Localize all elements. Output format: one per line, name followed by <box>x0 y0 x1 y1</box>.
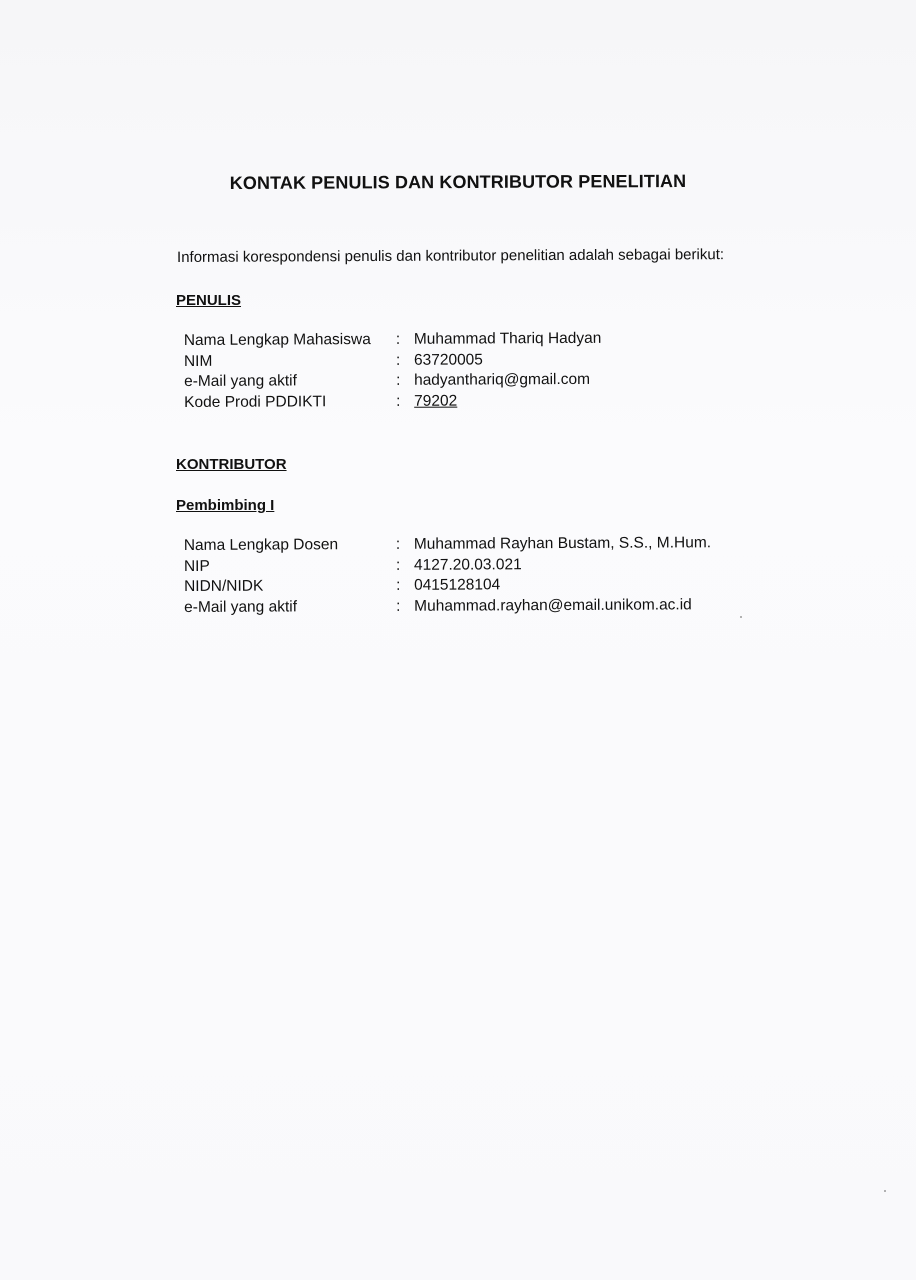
row-value: 4127.20.03.021 <box>413 555 522 574</box>
row-colon: : <box>395 351 401 369</box>
row-colon: : <box>396 576 401 594</box>
section-heading-penulis: PENULIS <box>176 292 242 309</box>
row-colon: : <box>396 392 401 410</box>
info-row-email-penulis <box>184 370 602 393</box>
row-value: Muhammad.rayhan@email.unikom.ac.id <box>414 595 692 615</box>
pembimbing-info-table <box>184 533 712 618</box>
info-row-nama-mahasiswa <box>184 329 602 352</box>
row-value: hadyanthariq@gmail.com <box>414 370 591 389</box>
paper-speck <box>884 1190 886 1192</box>
info-row-nidn <box>184 574 711 597</box>
intro-text: Informasi korespondensi penulis dan kontributor penelitian adalah sebagai berikut: <box>176 246 725 266</box>
row-value: 79202 <box>414 392 458 410</box>
subheading-pembimbing: Pembimbing I <box>176 497 275 514</box>
row-colon: : <box>396 597 401 615</box>
row-label: Nama Lengkap Mahasiswa <box>183 331 371 350</box>
info-row-email-dosen <box>184 595 711 618</box>
row-label: e-Mail yang aktif <box>184 597 298 616</box>
row-value: Muhammad Rayhan Bustam, S.S., M.Hum. <box>413 534 712 553</box>
row-label: Nama Lengkap Dosen <box>183 536 339 555</box>
info-row-kode-prodi <box>184 390 602 413</box>
penulis-info-table <box>184 329 602 413</box>
page-title: KONTAK PENULIS DAN KONTRIBUTOR PENELITIAN <box>229 171 687 193</box>
row-colon: : <box>395 556 401 574</box>
row-colon: : <box>395 330 401 348</box>
info-row-nip <box>184 554 711 577</box>
row-value: 63720005 <box>413 350 483 369</box>
row-label: e-Mail yang aktif <box>184 372 297 390</box>
row-label: NIDN/NIDK <box>184 577 264 595</box>
info-row-nama-dosen <box>184 533 711 556</box>
row-colon: : <box>395 535 401 553</box>
row-label: Kode Prodi PDDIKTI <box>184 392 327 411</box>
row-label: NIP <box>183 557 210 575</box>
row-value: 0415128104 <box>414 576 501 594</box>
row-value: Muhammad Thariq Hadyan <box>413 329 602 348</box>
row-label: NIM <box>183 352 213 370</box>
section-heading-kontributor: KONTRIBUTOR <box>176 456 287 473</box>
paper-speck <box>740 616 742 618</box>
row-colon: : <box>396 371 401 389</box>
info-row-nim <box>184 349 602 372</box>
